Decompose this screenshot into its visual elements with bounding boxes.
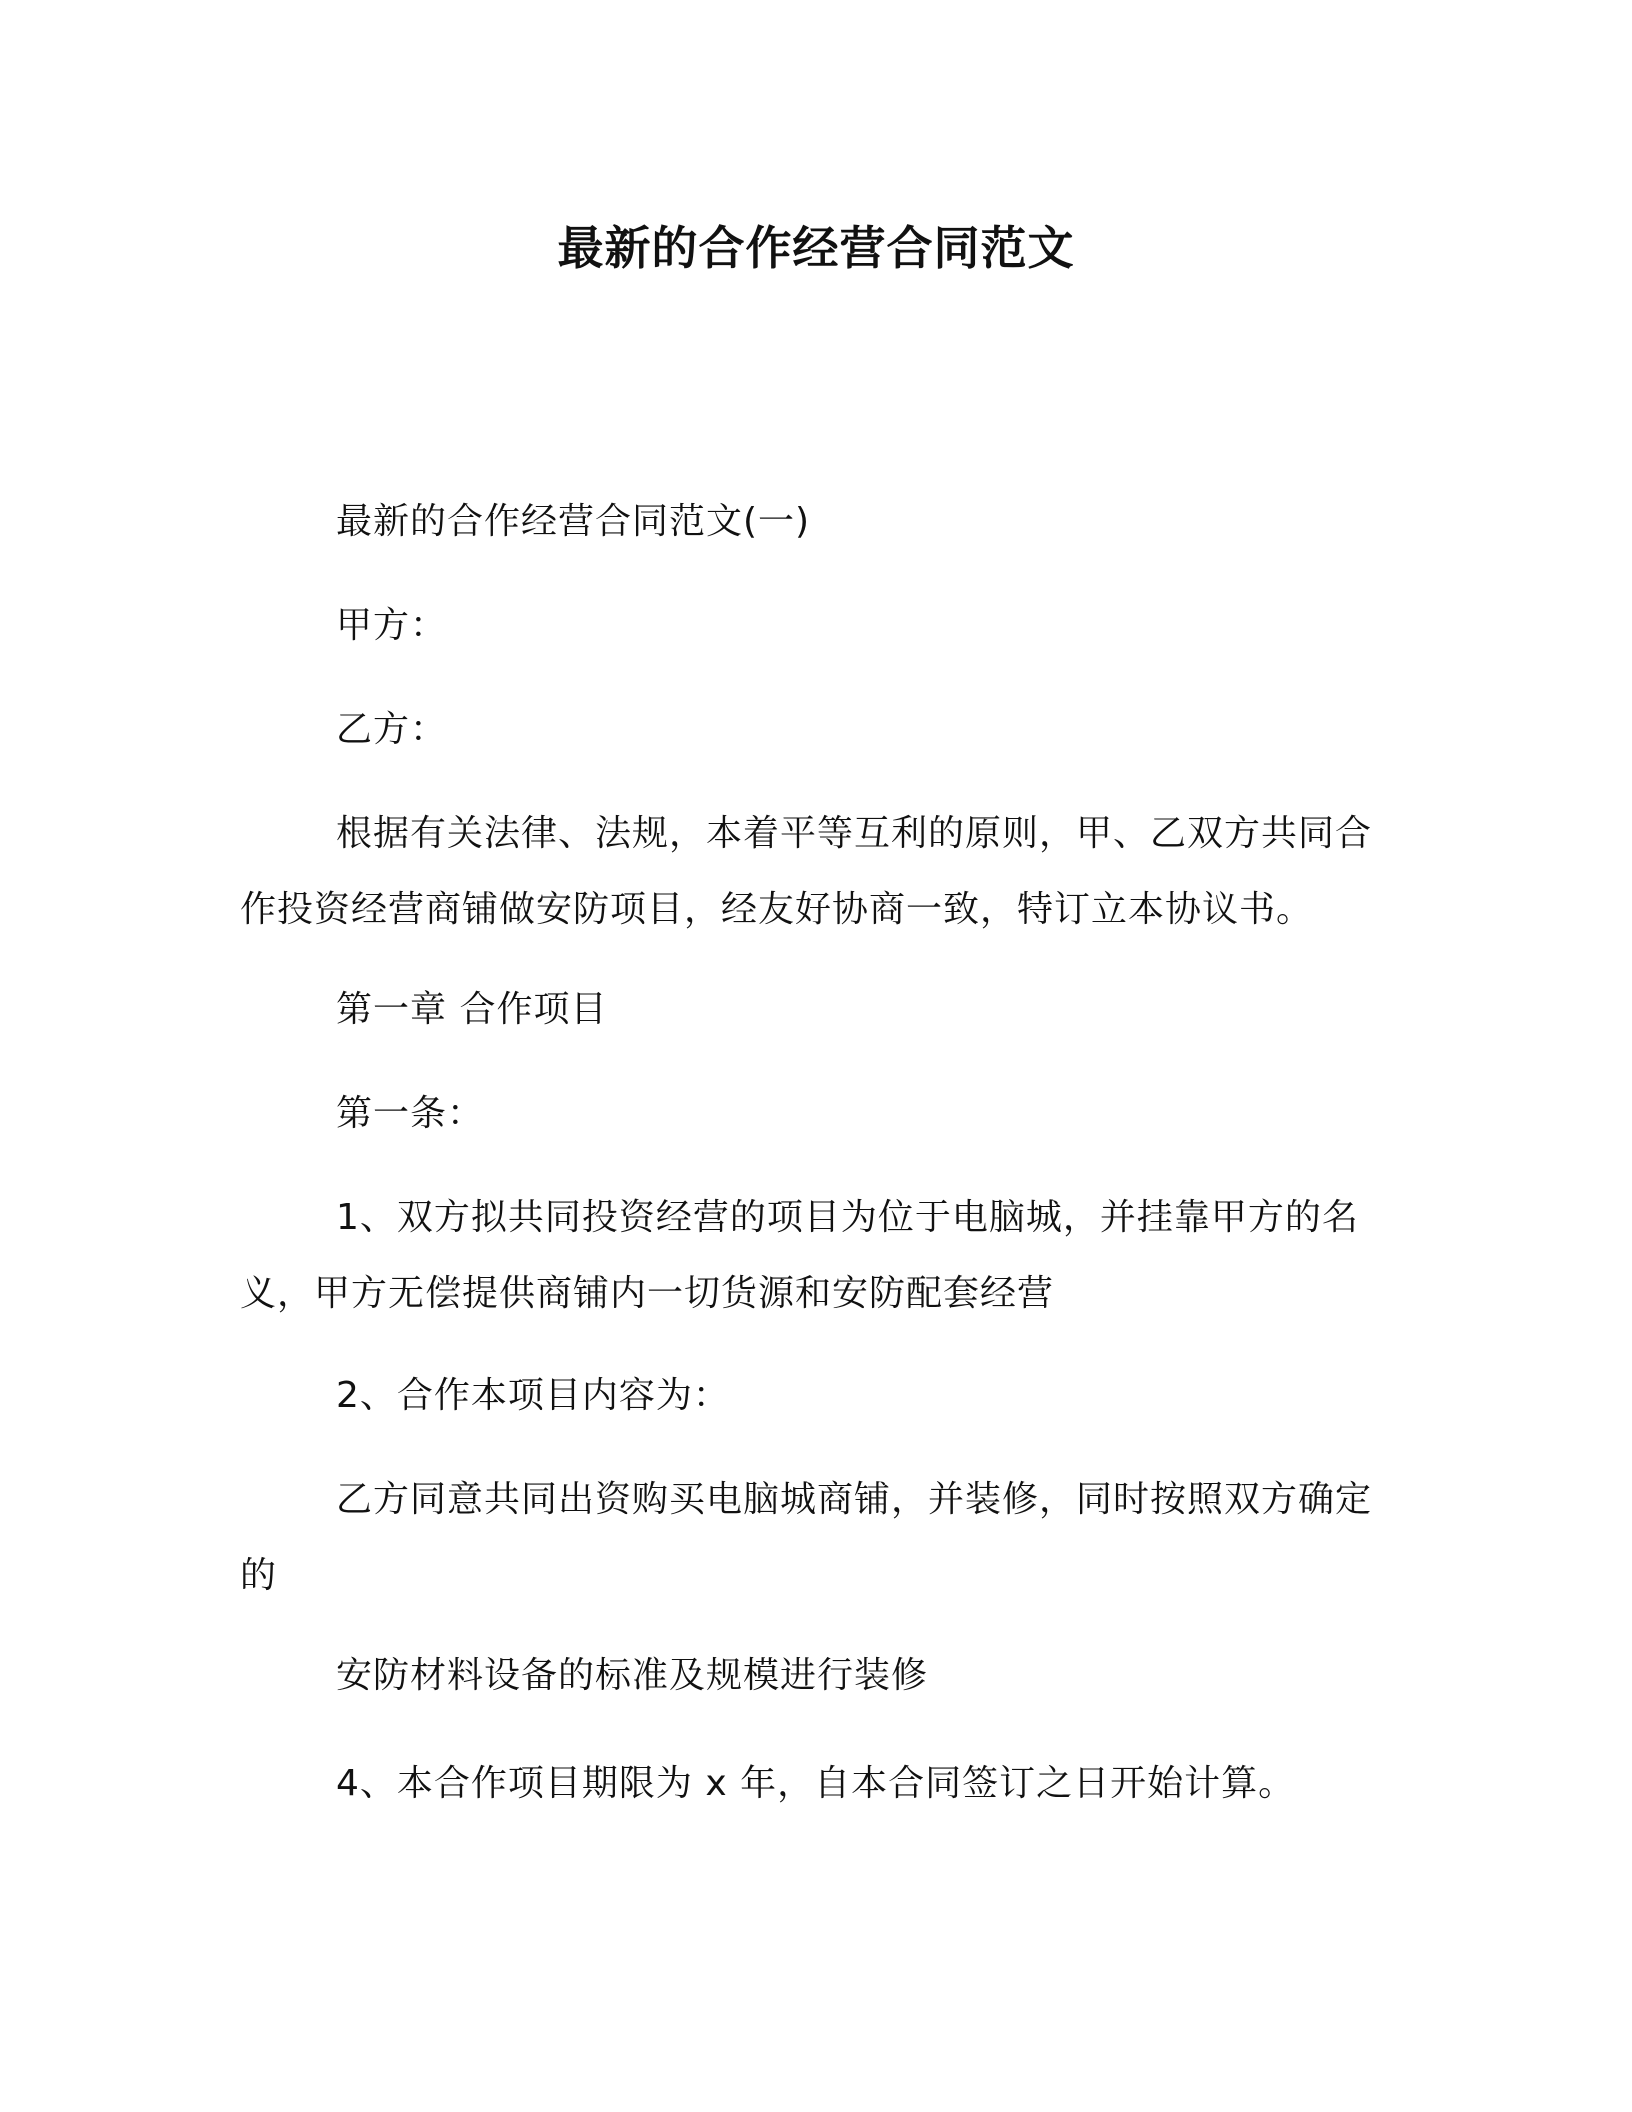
document-title: 最新的合作经营合同范文 bbox=[557, 221, 1075, 275]
chapter-heading: 第一章 合作项目 bbox=[336, 989, 608, 1030]
clause-item-4: 4、本合作项目期限为 x 年，自本合同签订之日开始计算。 bbox=[336, 1763, 1296, 1804]
party-b-line: 乙方： bbox=[336, 709, 448, 750]
clause-item-2-continuation: 安防材料设备的标准及规模进行装修 bbox=[336, 1655, 929, 1696]
clause-item-2: 2、合作本项目内容为： bbox=[336, 1375, 730, 1416]
article-heading: 第一条： bbox=[336, 1093, 485, 1134]
intro-paragraph: 根据有关法律、法规，本着平等互利的原则，甲、乙双方共同合作投资经营商铺做安防项目，经友好协商一致，特订立本协议书。 bbox=[240, 813, 1373, 930]
party-a-line: 甲方： bbox=[336, 605, 448, 646]
clause-item-1: 1、双方拟共同投资经营的项目为位于电脑城，并挂靠甲方的名义，甲方无偿提供商铺内一切货源和安防配套经营 bbox=[240, 1197, 1359, 1314]
clause-item-2-detail: 乙方同意共同出资购买电脑城商铺，并装修，同时按照双方确定的 bbox=[240, 1479, 1373, 1596]
contract-heading: 最新的合作经营合同范文(一) bbox=[336, 501, 811, 542]
